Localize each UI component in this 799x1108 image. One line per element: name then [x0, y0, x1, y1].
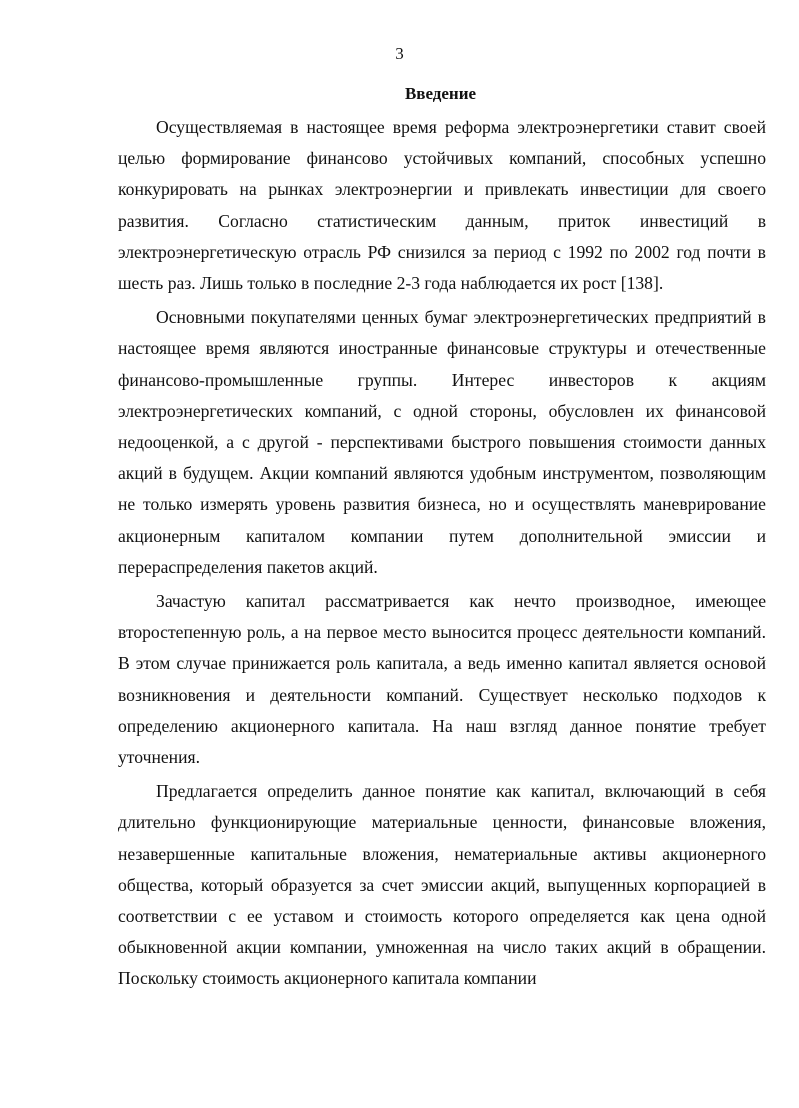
paragraph-investors: Основными покупателями ценных бумаг электроэнергетических предприятий в настоящее время являются иностранные финансовые структуры и отечественные финансово-промышленные группы. Интерес инвесторов к акциям электроэнергетических компаний, с одной стороны, обусловлен их финансовой недооценкой, а с другой - перспективами быстрого повышения стоимости данных акций в будущем. Акции компаний являются удобным инструментом, позволяющим не только измерять уровень развития бизнеса, но и осуществлять маневрирование акционерным капиталом компании путем дополнительной эмиссии и перераспределения пакетов акций.: [118, 307, 766, 577]
body-text: [118, 112, 766, 995]
paragraph-intro: Осуществляемая в настоящее время реформа электроэнергетики ставит своей целью формирование финансово устойчивых компаний, способных успешно конкурировать на рынках электроэнергии и привлекать инвестиции для своего развития. Согласно статистическим данным, приток инвестиций в электроэнергетическую отрасль РФ снизился за период с 1992 по 2002 год почти в шесть раз. Лишь только в последние 2-3 года наблюдается их рост [138].: [118, 117, 766, 294]
section-heading: Введение: [404, 84, 477, 103]
paragraph-capital-role: Зачастую капитал рассматривается как нечто производное, имеющее второстепенную роль, а на первое место выносится процесс деятельности компаний. В этом случае принижается роль капитала, а ведь именно капитал является основой возникновения и деятельности компаний. Существует несколько подходов к определению акционерного капитала. На наш взгляд данное понятие требует уточнения.: [118, 591, 766, 768]
page-number: 3: [395, 44, 404, 63]
paragraph-definition: Предлагается определить данное понятие как капитал, включающий в себя длительно функционирующие материальные ценности, финансовые вложения, незавершенные капитальные вложения, нематериальные активы акционерного общества, который образуется за счет эмиссии акций, выпущенных корпорацией в соответствии с ее уставом и стоимость которого определяется как цена одной обыкновенной акции компании, умноженная на число таких акций в обращении. Поскольку стоимость акционерного капитала компании: [118, 781, 766, 989]
